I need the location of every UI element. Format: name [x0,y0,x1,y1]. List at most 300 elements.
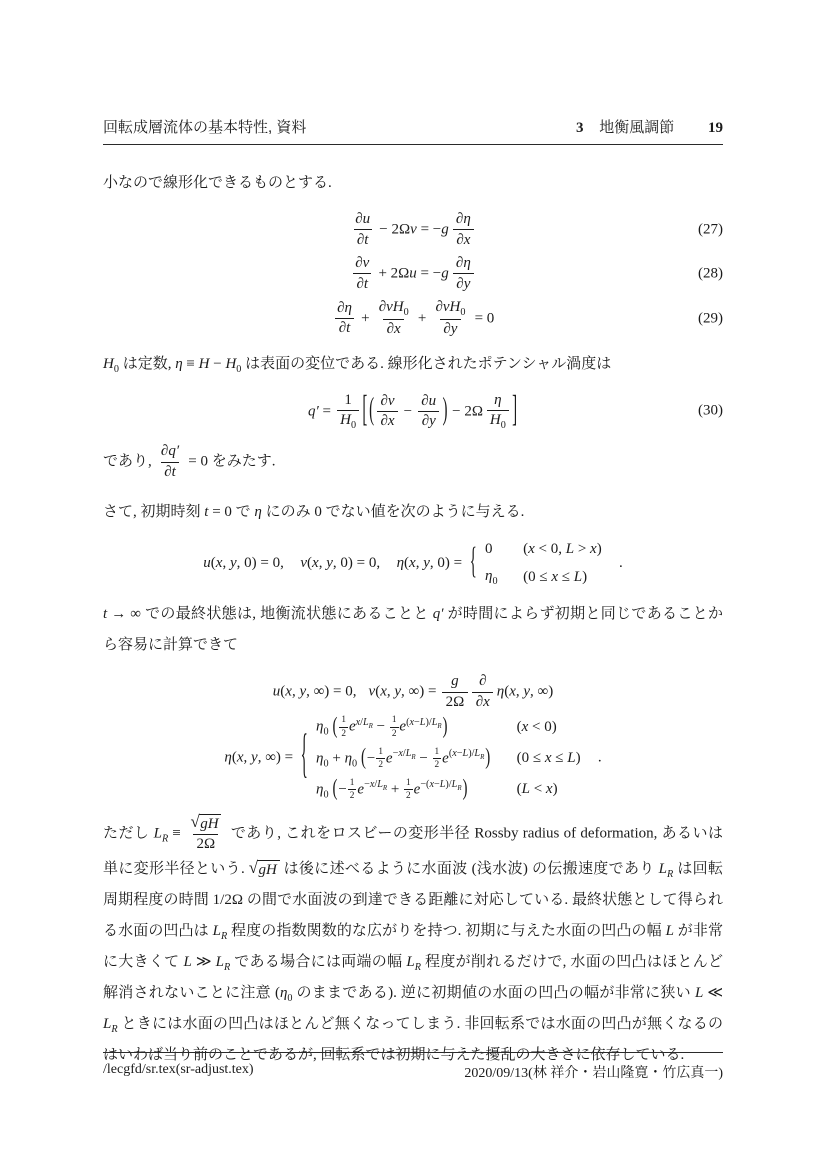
math-var: η [175,355,183,372]
math-text: , ∞) = 0, [306,683,357,700]
math-text: − [364,779,370,791]
math-text: )/ [425,716,432,728]
math-var: g [441,265,449,282]
case-condition [517,749,581,769]
math-var: ∂t [338,320,351,337]
math-text: ≤ [551,749,568,766]
math-text: , [291,683,300,700]
math-var: η [316,781,324,798]
math-var: ∂x [380,413,395,430]
math-var: e [413,781,421,798]
square-root [190,811,221,833]
section-title: 地衡風調節 [599,119,675,136]
math-text: ただし [103,825,154,842]
math-subscript [352,758,357,769]
fraction [418,393,440,431]
fraction-numerator [376,747,385,758]
math-subscript [460,307,465,318]
math-var: q′ [432,606,444,623]
math-var: e [442,750,449,767]
math-var: y [229,555,237,572]
fraction [158,443,183,481]
math-superscript [392,748,416,762]
math-var: v [300,555,308,572]
radical-sign: √ [248,857,258,877]
math-text: , [318,555,327,572]
math-var: R [220,930,228,942]
radicand [257,860,280,879]
math-var: x [521,718,529,735]
math-text: − [414,716,420,728]
math-text: + [357,310,374,327]
math-var: L [439,779,446,791]
math-var: H [489,412,501,429]
math-subscript [324,789,329,800]
math-var: e [399,718,407,735]
math-var: y [251,750,258,767]
math-var: L [665,922,674,939]
math-text: , [415,555,424,572]
fraction-numerator [352,255,373,273]
math-var: L [103,1015,112,1032]
big-delimiter: ( [332,714,338,739]
case-expression [316,778,468,802]
math-text: / [402,748,406,760]
math-var: L [405,748,412,760]
math-text: , 0) = [429,555,466,572]
cases-brace: { [469,542,477,583]
math-text: + [414,310,431,327]
math-var: L [362,716,369,728]
fraction-denominator [339,727,348,739]
math-text: / [374,779,378,791]
fraction-denominator [383,319,404,338]
math-text: = 0 [470,310,495,327]
big-delimiter: ( [361,745,366,771]
math-text: , [243,750,252,767]
math-var: H [340,412,351,429]
fraction-numerator [341,392,355,410]
math-text: 0 [113,363,119,375]
math-text: + 2Ω [374,265,410,282]
equation-28-body [350,255,476,293]
math-var: x [312,555,319,572]
equation-initial-condition [103,540,723,587]
square-root [248,857,280,879]
fraction [432,299,469,339]
math-text: 0 [460,306,466,318]
math-var: R [111,1023,118,1035]
math-text: 0 [323,758,329,770]
math-var: L [658,860,668,877]
math-text: 0 [323,789,329,801]
fraction-numerator [404,778,413,789]
fraction-numerator [334,300,355,318]
page-body [103,160,723,1071]
fraction-numerator [433,747,442,758]
math-subscript [437,723,441,730]
equation-final-eta-body [224,715,601,802]
fraction-denominator [353,273,371,292]
math-var: L [567,749,576,766]
math-var: u [409,265,417,282]
paragraph-potential-vorticity [103,349,723,380]
equation-28-tag: (28) [698,265,723,282]
math-text: ( [307,555,313,572]
math-text: 0 [351,420,357,432]
math-var: x [429,779,434,791]
paragraph-final-state-intro [103,599,723,661]
math-subscript [324,727,329,738]
case-expression [485,567,498,587]
fraction [442,673,467,711]
math-var: L [377,779,383,791]
math-text: − [372,718,389,735]
math-var: η [396,555,405,572]
math-text: は表面の変位である. 線形化されたポテンシャル渦度は [241,355,612,372]
big-delimiter: ) [442,714,448,739]
fraction-numerator [476,673,490,691]
math-var: q′ [308,402,319,419]
math-var: t [204,504,209,521]
math-var: H [225,355,237,372]
math-text: 程度の指数関数的な広がりを持つ. 初期に与えた水面の凹凸の幅 [227,922,666,939]
footer-date-authors: 2020/09/13(林 祥介・岩山隆寛・竹広真一) [464,1066,723,1081]
math-text: ( [404,555,410,572]
equation-29-tag: (29) [698,309,723,326]
paragraph-conservation [103,443,723,481]
math-text: − [399,402,416,419]
big-delimiter: ] [512,390,518,431]
big-delimiter: [ [362,390,368,431]
math-var: ∂y [443,321,458,338]
fraction-numerator [377,393,398,411]
math-text: − 2Ω [448,402,483,419]
big-delimiter: ) [485,745,491,771]
math-text: − 2Ω [375,221,411,238]
math-var: η [279,984,288,1001]
math-text: ≡ [182,355,199,372]
fraction-numerator [390,715,399,726]
fraction [334,300,355,338]
math-text: 1 [349,778,355,789]
math-text: 2 [406,791,411,802]
math-var: η [494,391,502,408]
math-var: η [344,750,353,767]
fraction-denominator [404,789,413,801]
big-delimiter: ) [442,393,448,428]
math-var: x [285,683,292,700]
fraction [375,299,412,339]
fraction [453,211,474,249]
math-text: = − [416,221,442,238]
math-text: ( [280,683,286,700]
math-var: ∂η [455,254,471,271]
math-var: ∂v [380,392,395,409]
math-var: η [316,750,324,767]
math-superscript [364,779,388,793]
case-condition [523,568,587,588]
math-var: y [299,683,307,700]
math-var: x [528,541,535,558]
math-text: ) [582,568,588,585]
math-var: ∂y [421,413,436,430]
math-var: ∂ [479,673,487,690]
fraction [352,211,374,249]
math-var: ∂u [355,211,371,227]
math-var: y [394,683,402,700]
math-subscript [493,576,498,587]
fraction-numerator [432,299,469,319]
math-text: が時間によらず初期と同じであることから容易に計算できて [103,606,723,654]
math-text: 0 [492,576,498,588]
fraction-numerator [375,299,412,319]
math-text: − [433,779,440,791]
fraction-numerator [418,393,440,411]
math-subscript [480,754,484,761]
math-var: ∂t [356,275,369,292]
math-text: 1 [341,715,346,726]
fraction-denominator [453,273,474,292]
math-var: η [316,718,324,735]
math-var: ∂u [421,392,437,409]
math-text: = [318,402,335,419]
math-text: 2 [341,728,346,739]
math-var: ∂x [456,231,471,248]
math-var: η [496,683,505,700]
math-text: (0 ≤ [516,749,545,766]
math-var: R [411,754,416,762]
math-text: ( [375,683,381,700]
fraction-denominator [161,462,179,481]
math-text: = 0 で [208,504,255,521]
math-text: ) [552,781,558,798]
math-text: ( [406,716,410,728]
math-var: g [441,221,449,238]
fraction-denominator [472,692,493,711]
math-var: x [215,555,223,572]
math-text: ≤ [558,568,574,585]
case-expression [316,747,491,771]
equation-initial-condition-body [203,540,622,587]
fraction-denominator [354,229,372,248]
fraction [337,392,360,432]
case-condition [517,718,557,738]
math-var: L [406,953,415,970]
math-text: 0 [500,420,506,432]
math-var: L [462,748,469,760]
math-var: R [437,722,442,730]
equation-28 [103,255,723,293]
math-var: ∂t [164,464,176,481]
fraction [472,673,493,711]
page-header [103,116,723,145]
math-text: < 0) [528,718,557,735]
equation-final-uv [103,673,723,711]
equation-29-body [332,299,495,339]
equation-27-tag: (27) [698,221,723,238]
case-condition [517,780,558,800]
math-text: 2 [378,759,383,770]
math-text: が非常に大きくて [103,922,723,970]
math-var: x [369,779,375,791]
math-subscript [457,785,461,792]
math-var: e [357,781,365,798]
case-condition [523,540,602,560]
math-text: は後に述べるように水面波 (浅水波) の伝搬速度であり [279,860,659,877]
equation-final-uv-body [273,673,553,711]
cases-block [470,540,602,587]
math-var: L [183,953,192,970]
math-var: L [431,716,438,728]
big-delimiter: ( [369,393,375,428]
math-superscript [448,748,485,762]
fraction-denominator [390,727,399,739]
math-text: (0 ≤ [523,568,552,585]
math-var: ∂η [455,211,471,227]
math-var: L [451,779,458,791]
math-text: 1 [406,778,411,789]
math-var: ∂q′ [160,443,180,460]
footer-source-path: /lecgfd/sr.tex(sr-adjust.tex) [103,1062,254,1077]
math-text: + [328,750,345,767]
fraction-denominator [377,411,398,430]
math-var: e [348,718,356,735]
math-var: x [452,748,457,760]
fraction [339,715,348,739]
fraction-numerator [491,392,505,410]
page-footer [103,1052,723,1082]
math-var: R [368,722,373,730]
big-delimiter: ( [332,776,338,802]
math-text: ( [516,718,522,735]
paragraph-linearize [103,168,723,199]
fraction [453,255,474,293]
math-text: ( [516,781,522,798]
math-text: 2Ω [196,836,216,853]
math-text: , [515,683,524,700]
math-text: 0 [236,363,242,375]
fraction-numerator [453,255,474,273]
math-text: , ∞) = [257,750,297,767]
math-text: ( [448,748,453,760]
math-subscript [351,420,356,431]
fraction [352,255,373,293]
math-text: ( [231,750,237,767]
math-var: R [382,785,388,793]
case-expression [485,540,493,560]
math-text: + [387,781,404,798]
math-var: x [409,716,415,728]
math-var: L [153,825,162,842]
math-var: x [236,750,244,767]
math-var: y [326,555,333,572]
fraction [433,747,442,771]
math-text: ≪ [703,984,724,1001]
math-var: g [451,673,459,690]
math-superscript [420,779,462,793]
fraction-denominator [453,229,474,248]
math-var: R [480,754,485,762]
math-text: 2 [391,728,397,739]
math-text: − [392,748,399,760]
fraction-denominator [433,758,442,770]
fraction-denominator [337,410,360,431]
math-var: L [694,984,704,1001]
math-var: ∂x [386,321,401,338]
math-text: さて, 初期時刻 [103,504,205,521]
math-text: 1 [378,746,383,757]
equation-27-body [350,211,476,249]
math-text: )/ [445,779,452,791]
math-var: x [380,683,387,700]
math-text: → ∞ での最終状態は, 地衡流状態にあることと [107,606,433,623]
math-text: ( [210,555,216,572]
math-var: x [355,716,361,728]
math-text: 0 [485,541,493,558]
fraction-denominator [487,410,510,431]
math-var: u [203,555,211,572]
math-var: L [419,716,426,728]
math-text: . [618,555,623,572]
math-subscript [501,420,506,431]
math-superscript [406,717,442,728]
math-var: v [368,683,376,700]
fraction [187,811,224,854]
fraction-numerator [339,715,348,726]
math-var: H [103,355,114,372]
cases-rows [316,715,581,802]
fraction-numerator [352,211,374,229]
math-var: ∂vH [378,298,404,315]
math-text: , 0) = 0, [236,555,284,572]
math-text: 2 [349,791,355,802]
fraction [377,393,398,431]
math-text: 2Ω [445,694,465,711]
math-var: t [103,606,108,623]
math-text: )/ [468,748,475,760]
running-head-right [576,116,723,137]
big-delimiter: ) [462,776,468,802]
fraction-denominator [376,758,385,770]
math-var: x [544,749,552,766]
math-var: gH [258,861,277,878]
fraction-denominator [193,834,218,853]
running-head-title: 回転成層流体の基本特性, 資料 [103,119,307,136]
math-text: ) [596,541,602,558]
fraction-numerator [448,673,462,691]
math-var: R [414,961,421,973]
math-text: / [360,716,363,728]
math-var: L [474,748,481,760]
math-var: R [161,833,169,845]
math-text: 0 [323,726,329,738]
math-text: ( [523,541,529,558]
math-text: , 0) = 0, [332,555,381,572]
math-text: 1 [344,391,352,408]
fraction [390,715,399,739]
math-var: v [410,221,417,238]
math-var: L [212,922,221,939]
math-var: H [198,355,210,372]
math-text: 1 [391,715,397,726]
equation-30-tag: (30) [698,402,723,419]
fraction-denominator [418,411,439,430]
math-var: ∂v [355,254,370,271]
math-text: ときには水面の凹凸はほとんど無くなってしまう. 非回転系では水面の凹凸が無くなるのはいわば当り前のことであるが, 回転系では初期に与えた擾乱の大きさに依存している. [103,1015,723,1063]
math-text: , [386,683,395,700]
cases-brace: { [300,728,308,786]
